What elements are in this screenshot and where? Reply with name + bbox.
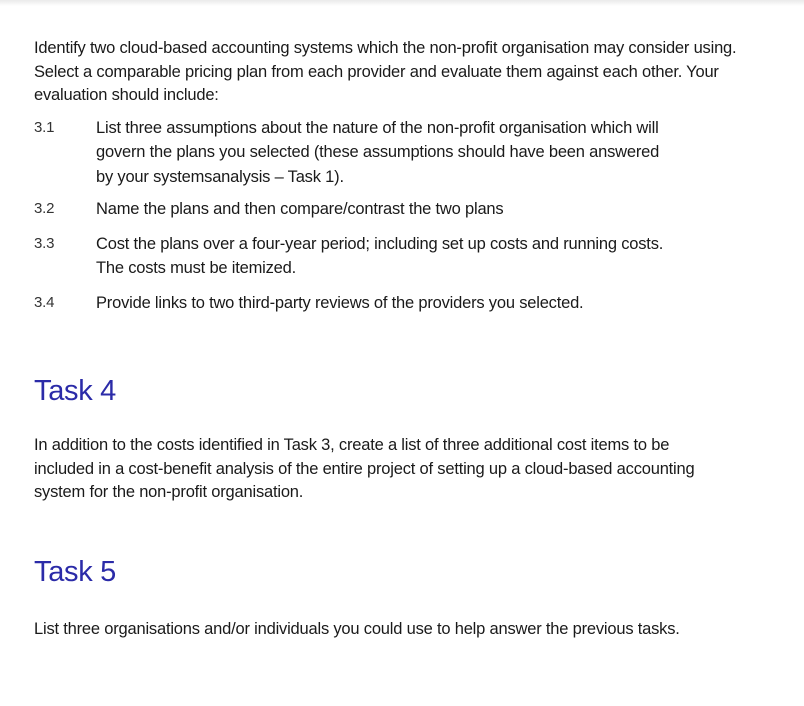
task4-paragraph: In addition to the costs identified in Task 3, create a list of three additional cost items to be included in a cost-benefit analysis of the entire project of setting up a cloud-based accounting system for the non-profit organisation. [34, 436, 695, 501]
list-item-number: 3.3 [34, 234, 55, 252]
list-item [34, 197, 774, 222]
list-item-text: Name the plans and then compare/contrast the two plans [96, 200, 504, 218]
list-item-text: List three assumptions about the nature of the non-profit organisation which will govern the plans you selected (these assumptions should have been answered by your systemsanalysis – Task 1). [96, 118, 660, 186]
task3-criteria-list [34, 116, 774, 316]
list-item [34, 291, 774, 316]
task3-intro-paragraph: Identify two cloud-based accounting systems which the non-profit organisation may consider using. Select a comparable pricing plan from each provider and evaluate them against each other. Your evaluation should include: [34, 39, 737, 104]
list-item-number: 3.2 [34, 200, 55, 217]
task4-heading: Task 4 [34, 375, 117, 407]
list-item-number: 3.4 [34, 293, 55, 311]
task5-section [34, 618, 794, 642]
list-item-text: Cost the plans over a four-year period; including set up costs and running costs. The costs must be itemized. [96, 234, 664, 277]
document-page [34, 37, 774, 638]
task5-paragraph: List three organisations and/or individuals you could use to help answer the previous tasks. [34, 620, 680, 638]
page-top-edge [0, 0, 804, 6]
task5-heading: Task 5 [34, 556, 117, 588]
list-item-number: 3.1 [34, 118, 55, 136]
list-item [34, 232, 774, 281]
task4-section [34, 434, 714, 505]
list-item [34, 116, 774, 190]
list-item-text: Provide links to two third-party reviews of the providers you selected. [96, 293, 584, 312]
